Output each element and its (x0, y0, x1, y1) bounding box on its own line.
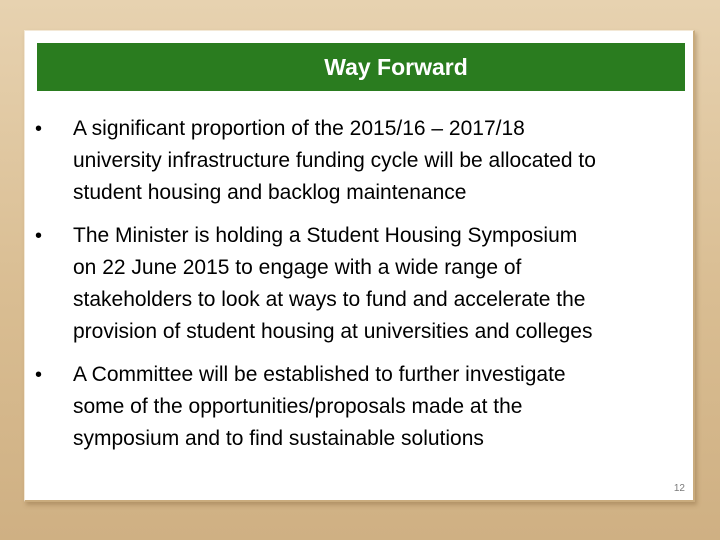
bullet-list (35, 113, 685, 466)
bullet-item (35, 220, 685, 348)
bullet-item (35, 359, 685, 455)
bullet-text: A Committee will be established to further investigate some of the opportunities/proposals made at the symposium and to find sustainable solutions (73, 363, 566, 450)
title-bar (37, 43, 685, 91)
bullet-marker: • (35, 225, 43, 247)
bullet-text: A significant proportion of the 2015/16 – 2017/18 university infrastructure funding cycle will be allocated to student housing and backlog maintenance (73, 117, 596, 204)
bullet-marker: • (35, 118, 43, 140)
bullet-marker: • (35, 364, 43, 386)
slide-card (24, 30, 695, 502)
bullet-item (35, 113, 685, 209)
page-number: 12 (673, 483, 685, 494)
slide-title: Way Forward (324, 53, 468, 80)
bullet-text: The Minister is holding a Student Housing Symposium on 22 June 2015 to engage with a wide range of stakeholders to look at ways to fund and accelerate the provision of student housing at universities and colleges (73, 224, 593, 343)
